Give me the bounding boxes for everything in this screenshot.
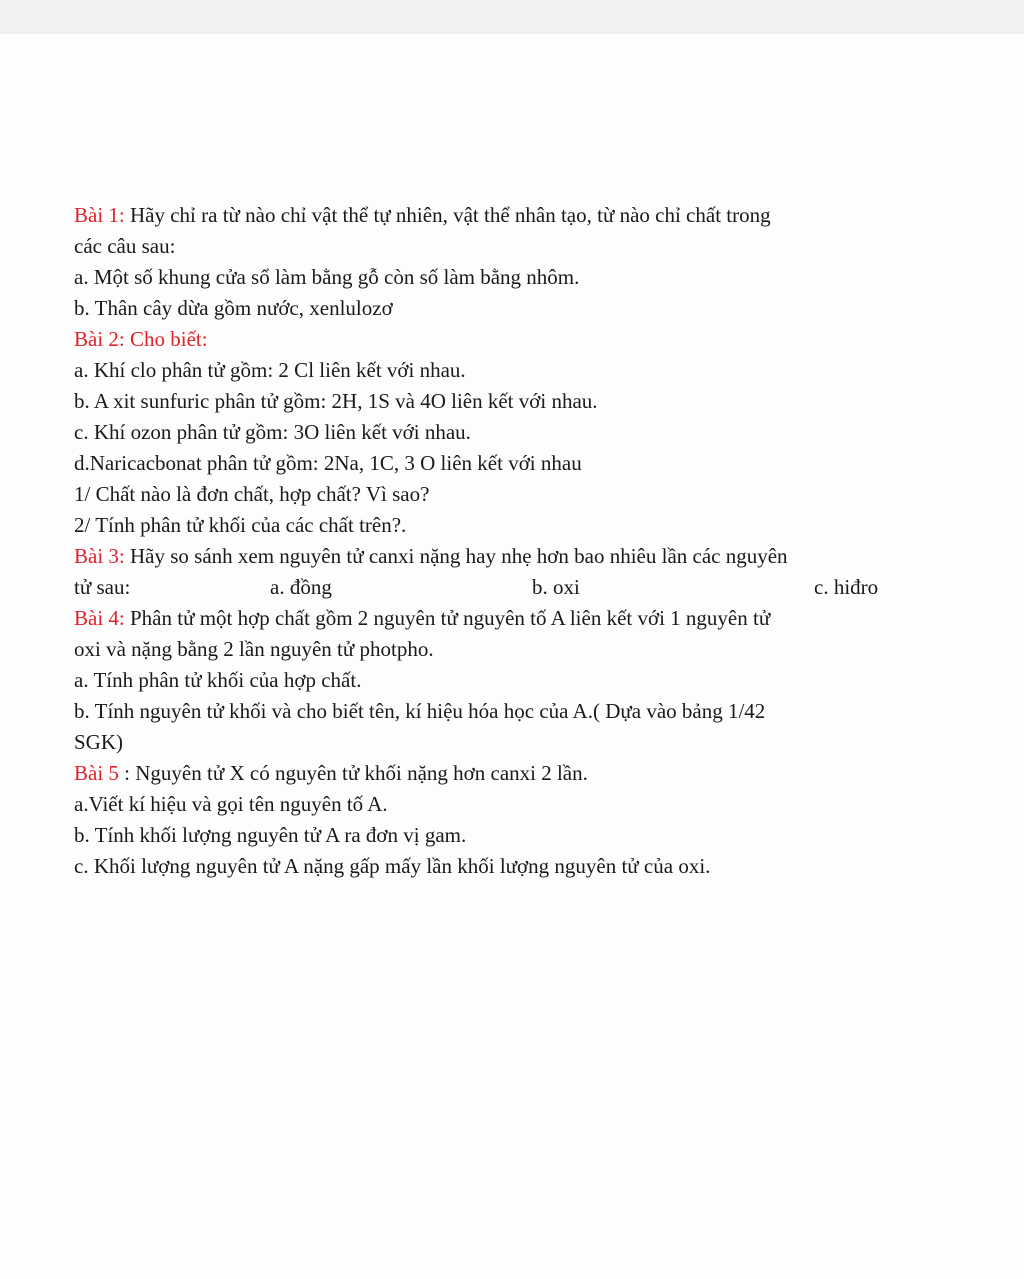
bai2-item-b: b. A xit sunfuric phân tử gồm: 2H, 1S và 4O liên kết với nhau. (74, 389, 598, 413)
bai3-lead: tử sau: (74, 575, 131, 599)
bai1-line-2: các câu sau: (74, 234, 176, 258)
bai4-label: Bài 4: (74, 606, 125, 630)
bai3-label: Bài 3: (74, 544, 125, 568)
bai2-question-2: 2/ Tính phân tử khối của các chất trên?. (74, 513, 407, 537)
exercise-document (74, 200, 1019, 882)
bai3-option-a: a. đồng (270, 575, 332, 599)
bai4-item-a: a. Tính phân tử khối của hợp chất. (74, 668, 362, 692)
bai4-text-1: Phân tử một hợp chất gồm 2 nguyên tử nguyên tố A liên kết với 1 nguyên tử (124, 606, 771, 630)
bai3-options-row (74, 572, 1019, 603)
bai3-line-1 (74, 541, 1019, 572)
bai4-line-1 (74, 603, 1019, 634)
bai1-item-b: b. Thân cây dừa gồm nước, xenlulozơ (74, 296, 393, 320)
bai2-question-1: 1/ Chất nào là đơn chất, hợp chất? Vì sao? (74, 482, 430, 506)
bai2-item-c: c. Khí ozon phân tử gồm: 3O liên kết với nhau. (74, 420, 471, 444)
bai5-label: Bài 5 (74, 761, 119, 785)
bai5-item-b: b. Tính khối lượng nguyên tử A ra đơn vị gam. (74, 823, 467, 847)
bai2-item-a: a. Khí clo phân tử gồm: 2 Cl liên kết với nhau. (74, 358, 466, 382)
bai1-text-1: Hãy chỉ ra từ nào chỉ vật thể tự nhiên, vật thể nhân tạo, từ nào chỉ chất trong (124, 203, 771, 227)
bai4-item-b-1: b. Tính nguyên tử khối và cho biết tên, kí hiệu hóa học của A.( Dựa vào bảng 1/42 (74, 699, 766, 723)
bai5-item-a: a.Viết kí hiệu và gọi tên nguyên tố A. (74, 792, 388, 816)
bai1-line-1 (74, 200, 1019, 231)
bai5-text-1: : Nguyên tử X có nguyên tử khối nặng hơn canxi 2 lần. (118, 761, 588, 785)
bai1-item-a: a. Một số khung cửa sổ làm bằng gỗ còn số làm bằng nhôm. (74, 265, 580, 289)
bai3-option-c: c. hiđro (814, 575, 879, 599)
bai4-item-b-2: SGK) (74, 730, 124, 754)
top-bar (0, 0, 1024, 34)
bai4-line-2: oxi và nặng bằng 2 lần nguyên tử photpho. (74, 637, 434, 661)
bai2-item-d: d.Naricacbonat phân tử gồm: 2Na, 1C, 3 O liên kết với nhau (74, 451, 582, 475)
bai5-item-c: c. Khối lượng nguyên tử A nặng gấp mấy lần khối lượng nguyên tử của oxi. (74, 854, 711, 878)
bai3-option-b: b. oxi (532, 575, 580, 599)
bai5-line-1 (74, 758, 1019, 789)
bai2-label: Bài 2: Cho biết: (74, 327, 208, 351)
bai1-label: Bài 1: (74, 203, 125, 227)
bai3-text-1: Hãy so sánh xem nguyên tử canxi nặng hay nhẹ hơn bao nhiêu lần các nguyên (124, 544, 788, 568)
